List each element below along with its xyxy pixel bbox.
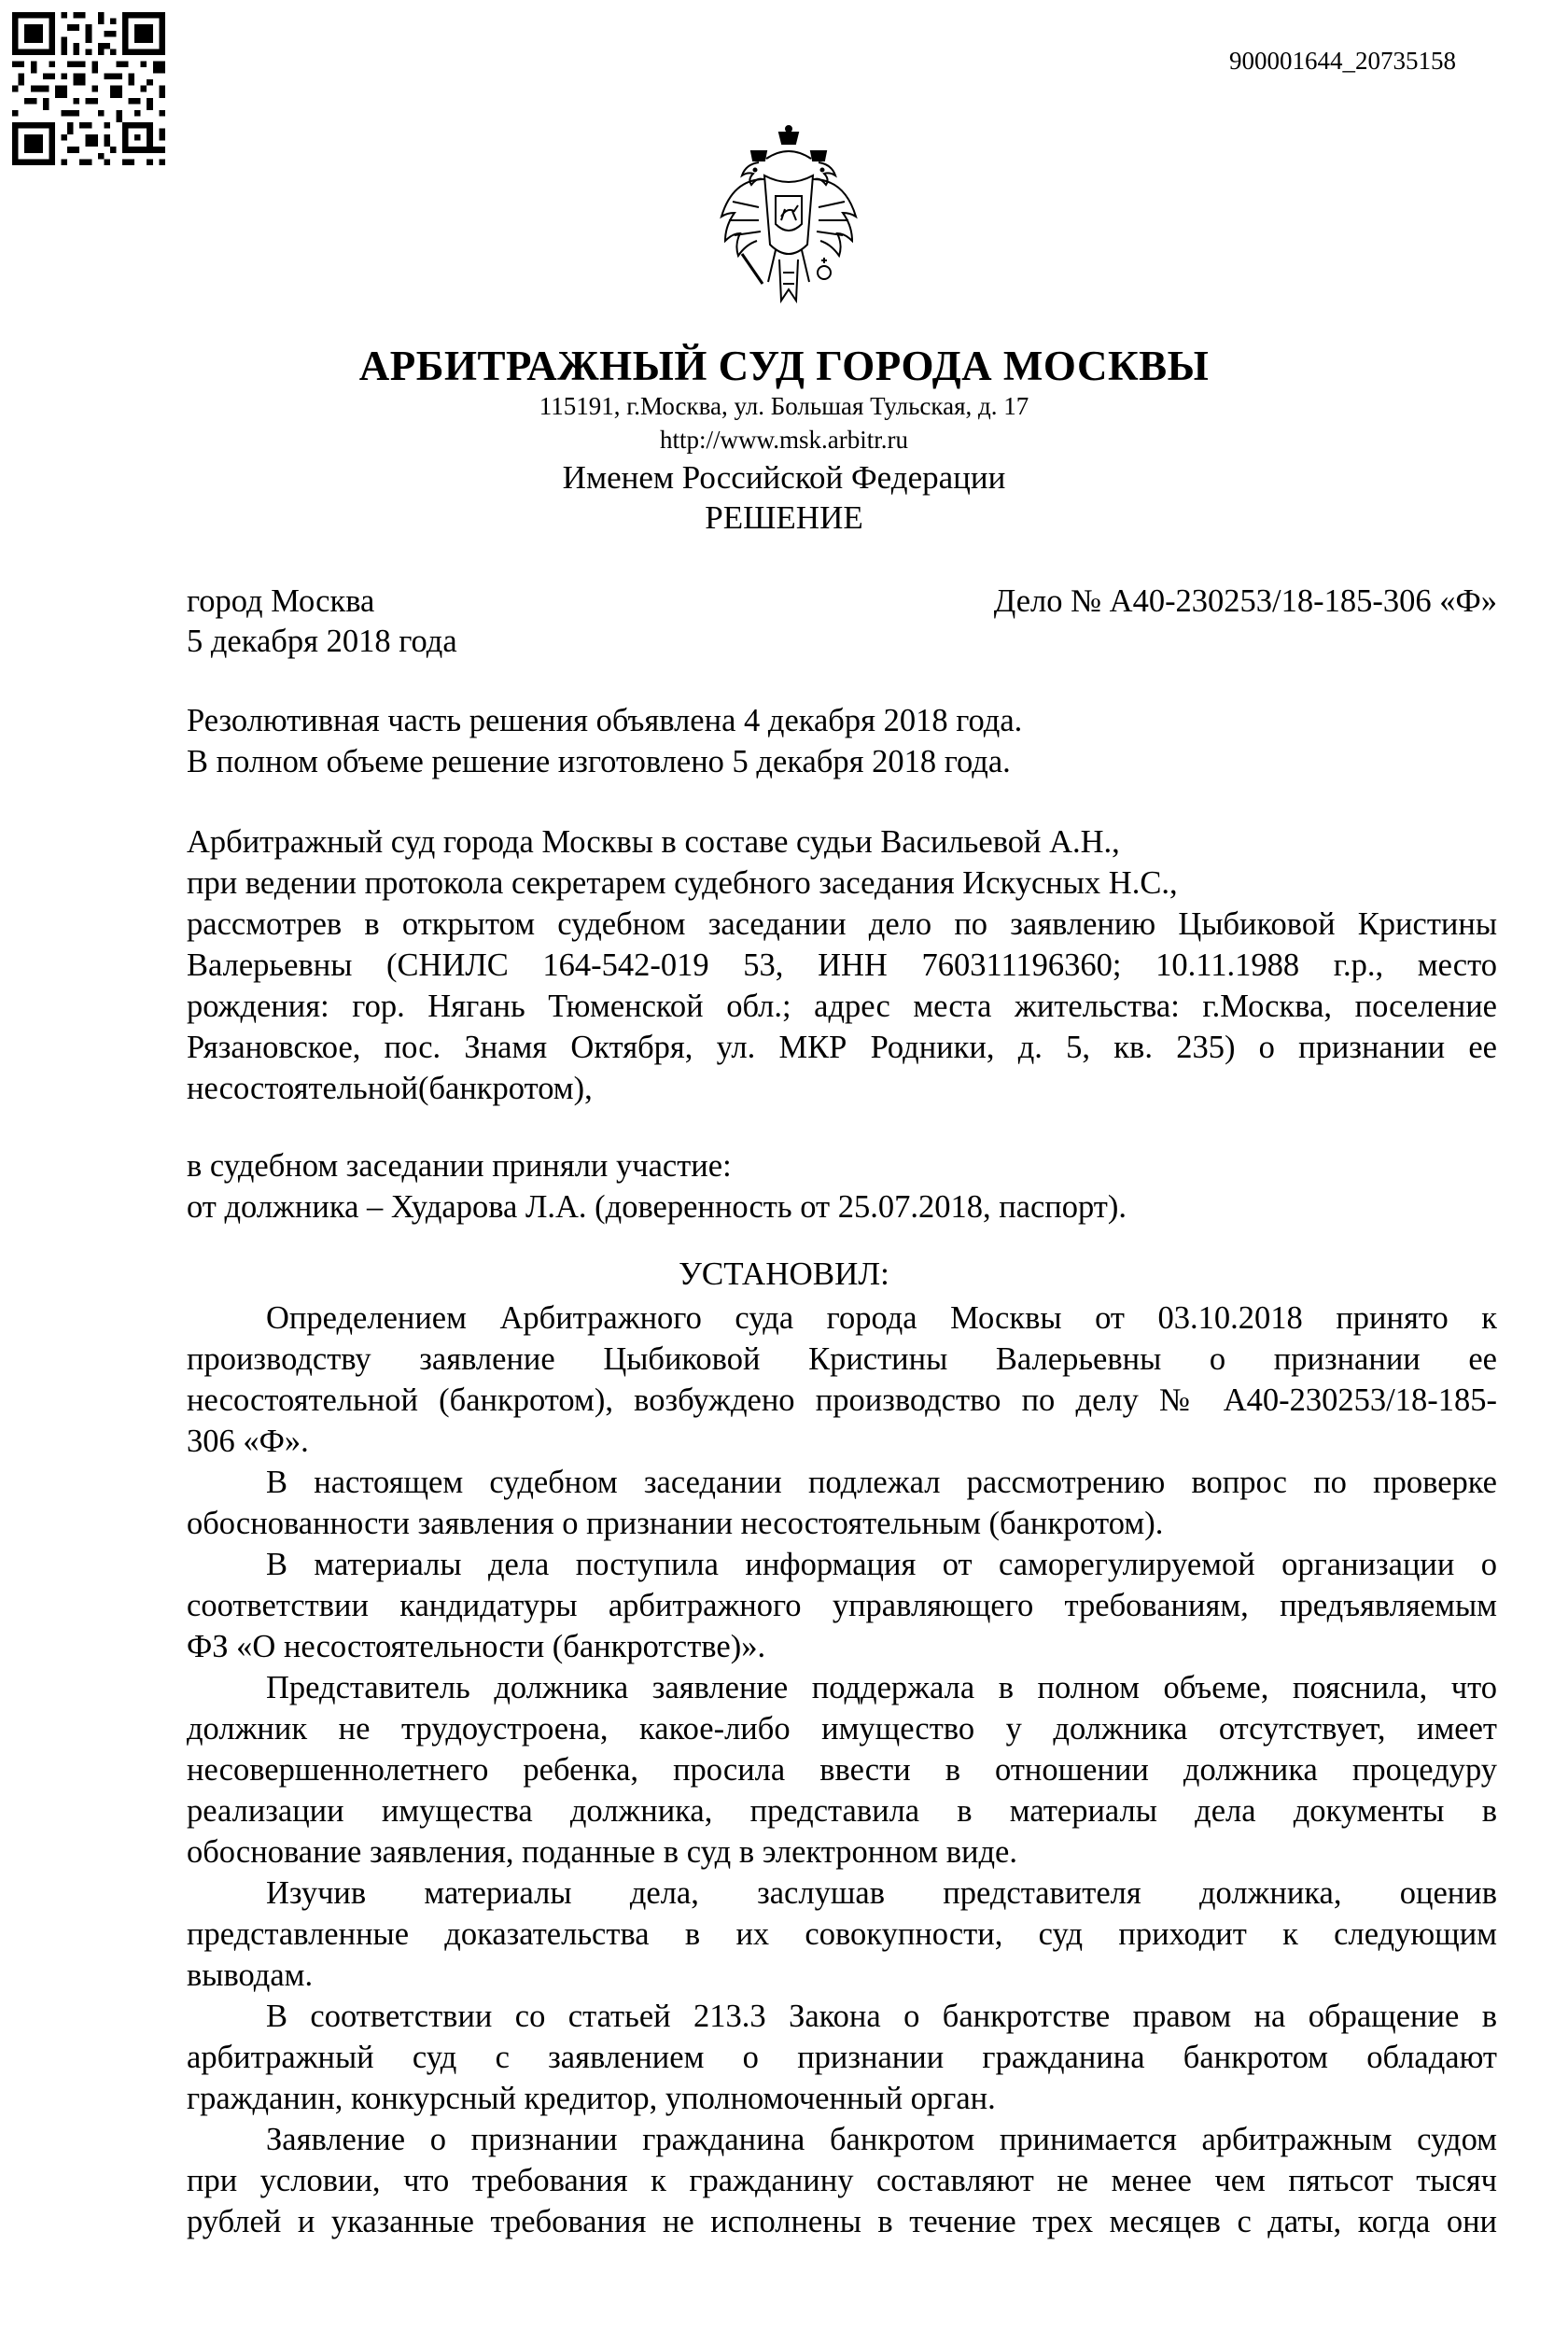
- paragraph-line: при условии, что требования к гражданину составляют не менее чем пятьсот тысяч: [187, 2163, 1497, 2198]
- document-id: 900001644_20735158: [1229, 47, 1456, 75]
- participants-block: [187, 1145, 1497, 1228]
- paragraph-line: несостоятельной (банкротом), возбуждено производство по делу № А40-230253/18-185-: [187, 1382, 1497, 1418]
- paragraph-line: Определением Арбитражного суда города Москвы от 03.10.2018 принято к: [266, 1300, 1497, 1336]
- paragraph-line: выводам.: [187, 1957, 314, 1993]
- coat-of-arms-icon: [714, 123, 863, 310]
- intro-line: Валерьевны (СНИЛС 164-542-019 53, ИНН 760311196360; 10.11.1988 г.р., место: [187, 947, 1497, 983]
- announcement-line: Резолютивная часть решения объявлена 4 декабря 2018 года.: [187, 703, 1023, 738]
- paragraph-line: рублей и указанные требования не исполнены в течение трех месяцев с даты, когда они: [187, 2204, 1497, 2239]
- intro-line: рассмотрев в открытом судебном заседании дело по заявлению Цыбиковой Кристины: [187, 906, 1497, 942]
- paragraph-line: обоснование заявления, поданные в суд в электронном виде.: [187, 1834, 1017, 1870]
- intro-line: Рязановское, пос. Знамя Октября, ул. МКР Родники, д. 5, кв. 235) о признании ее: [187, 1030, 1497, 1065]
- paragraph-line: арбитражный суд с заявлением о признании гражданина банкротом обладают: [187, 2040, 1497, 2075]
- intro-line: Арбитражный суд города Москвы в составе судьи Васильевой А.Н.,: [187, 824, 1120, 860]
- paragraph-line: обоснованности заявления о признании несостоятельным (банкротом).: [187, 1506, 1164, 1541]
- paragraph-line: ФЗ «О несостоятельности (банкротстве)».: [187, 1629, 766, 1664]
- paragraph-line: В материалы дела поступила информация от саморегулируемой организации о: [266, 1547, 1497, 1582]
- intro-line: несостоятельной(банкротом),: [187, 1071, 593, 1106]
- participants-line: в судебном заседании приняли участие:: [187, 1148, 732, 1184]
- decision-heading: РЕШЕНИЕ: [705, 499, 863, 536]
- paragraph-line: В настоящем судебном заседании подлежал рассмотрению вопрос по проверке: [266, 1465, 1497, 1500]
- intro-block: [187, 821, 1497, 1109]
- court-url-link[interactable]: http://www.msk.arbitr.ru: [660, 426, 908, 454]
- court-title: АРБИТРАЖНЫЙ СУД ГОРОДА МОСКВЫ: [358, 343, 1210, 389]
- paragraph-line: В соответствии со статьей 213.3 Закона о банкротстве правом на обращение в: [266, 1999, 1497, 2034]
- paragraph-line: реализации имущества должника, представила в материалы дела документы в: [187, 1793, 1497, 1829]
- paragraph-line: 306 «Ф».: [187, 1424, 309, 1459]
- participants-line: от должника – Хударова Л.А. (доверенность от 25.07.2018, паспорт).: [187, 1189, 1127, 1225]
- intro-line: при ведении протокола секретарем судебного заседания Искусных Н.С.,: [187, 865, 1178, 901]
- decision-date: 5 декабря 2018 года: [187, 624, 457, 659]
- case-number: Дело № А40-230253/18-185-306 «Ф»: [993, 583, 1497, 619]
- court-address: 115191, г.Москва, ул. Большая Тульская, д. 17: [539, 392, 1029, 420]
- paragraph-line: должник не трудоустроена, какое-либо имущество у должника отсутствует, имеет: [187, 1711, 1497, 1747]
- in-the-name-of: Именем Российской Федерации: [562, 459, 1006, 496]
- qr-code-icon: [0, 0, 177, 177]
- paragraph-line: производству заявление Цыбиковой Кристины Валерьевны о признании ее: [187, 1341, 1497, 1377]
- paragraph-line: Представитель должника заявление поддержала в полном объеме, пояснила, что: [266, 1670, 1497, 1705]
- paragraph-line: Изучив материалы дела, заслушав представителя должника, оценив: [266, 1875, 1497, 1911]
- paragraph-line: соответствии кандидатуры арбитражного управляющего требованиям, предъявляемым: [187, 1588, 1497, 1623]
- announcement-block: [187, 700, 1497, 782]
- announcement-line: В полном объеме решение изготовлено 5 декабря 2018 года.: [187, 744, 1011, 779]
- established-heading: УСТАНОВИЛ:: [679, 1256, 889, 1292]
- paragraph-line: гражданин, конкурсный кредитор, уполномоченный орган.: [187, 2081, 996, 2116]
- paragraph-line: несовершеннолетнего ребенка, просила ввести в отношении должника процедуру: [187, 1752, 1497, 1788]
- intro-line: рождения: гор. Нягань Тюменской обл.; адрес места жительства: г.Москва, поселение: [187, 989, 1497, 1024]
- paragraph-line: Заявление о признании гражданина банкротом принимается арбитражным судом: [266, 2122, 1497, 2157]
- city: город Москва: [187, 583, 375, 619]
- paragraphs-block: [187, 1298, 1497, 2242]
- paragraph-line: представленные доказательства в их совокупности, суд приходит к следующим: [187, 1916, 1497, 1952]
